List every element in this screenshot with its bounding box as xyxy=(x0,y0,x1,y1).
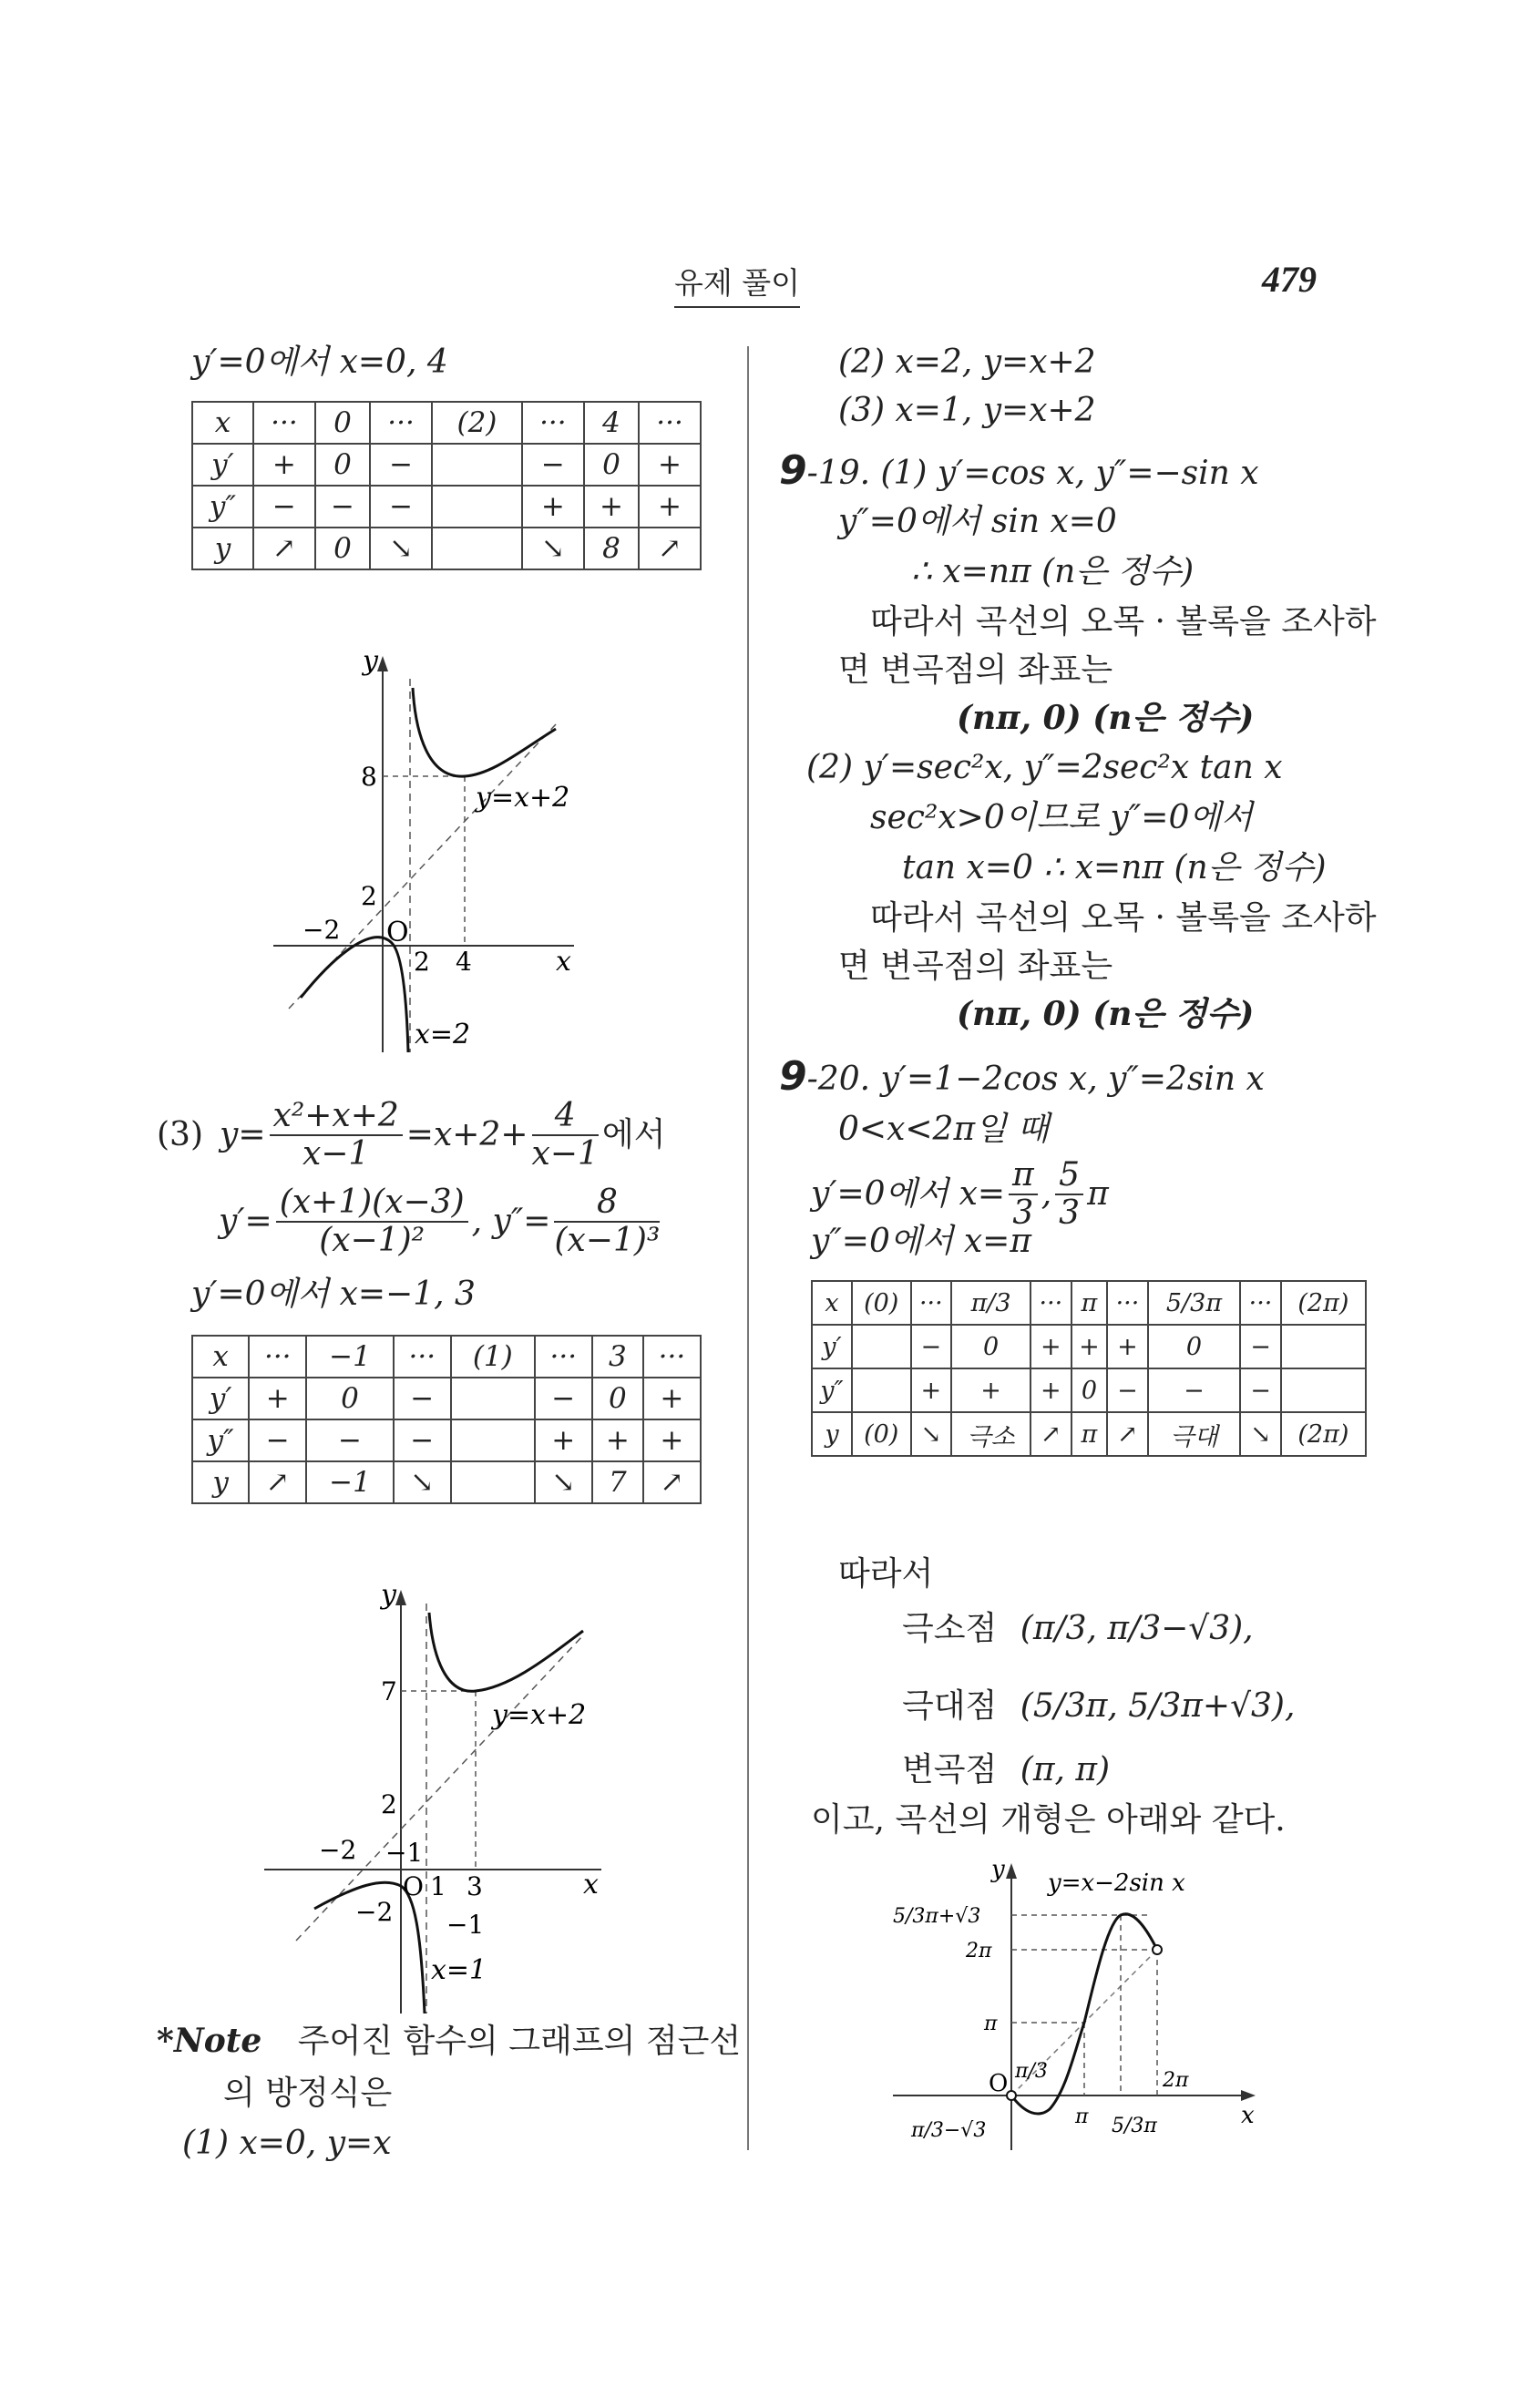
table-cell: − xyxy=(306,1419,393,1461)
table-row xyxy=(812,1281,1366,1325)
table-cell: ↘ xyxy=(911,1412,952,1456)
table-cell xyxy=(1281,1325,1366,1368)
table-cell: + xyxy=(639,486,701,528)
part3-equation: (3) y= $\frac{\text{x²+x+2}}{x-1}$ =x+2+ $\frac{4}{x-1}$ 에서 xyxy=(157,1097,666,1173)
table-cell: y′ xyxy=(192,444,253,486)
table-cell: − xyxy=(1240,1325,1281,1368)
table-cell: − xyxy=(370,444,432,486)
table-cell: − xyxy=(394,1378,451,1419)
svg-text:−2: −2 xyxy=(355,1897,394,1927)
tick-4: 4 xyxy=(456,947,472,977)
p19-line-e: (nπ, 0) (n은 정수) xyxy=(957,699,1255,737)
table-cell: ↘ xyxy=(522,528,584,569)
table-cell: 7 xyxy=(592,1461,643,1503)
svg-text:−1: −1 xyxy=(446,1910,485,1940)
table-cell: y xyxy=(812,1412,852,1456)
table-cell: 0 xyxy=(315,402,370,444)
table-cell: ↗ xyxy=(253,528,315,569)
table-cell xyxy=(451,1419,535,1461)
table-row xyxy=(812,1325,1366,1368)
table-cell: 0 xyxy=(306,1378,393,1419)
p19-2-line-c: tan x=0 ∴ x=nπ (n은 정수) xyxy=(902,849,1327,886)
problem-9-19-header: 9-19. (1) y′=cos x, y″=−sin x xyxy=(779,447,1259,494)
p19-line-c: 따라서 곡선의 오목 · 볼록을 조사하 xyxy=(870,603,1377,640)
svg-text:π: π xyxy=(1075,2106,1089,2128)
table-cell xyxy=(451,1461,535,1503)
label-x: x xyxy=(556,946,571,978)
table-cell: + xyxy=(584,486,639,528)
table-cell: ··· xyxy=(370,402,432,444)
table-cell: + xyxy=(911,1368,952,1412)
table-cell: ↘ xyxy=(1240,1412,1281,1456)
table-cell: y xyxy=(192,1461,249,1503)
label-asymptote: y=x+2 xyxy=(476,782,570,814)
table-cell: + xyxy=(639,444,701,486)
table-cell xyxy=(1281,1368,1366,1412)
table-cell: − xyxy=(370,486,432,528)
svg-text:5/3π: 5/3π xyxy=(1112,2115,1157,2137)
p19-line-d: 면 변곡점의 좌표는 xyxy=(838,651,1113,689)
table-cell: 0 xyxy=(315,444,370,486)
y-arrow xyxy=(377,656,388,671)
svg-text:x: x xyxy=(583,1869,599,1901)
table-cell: + xyxy=(951,1368,1030,1412)
table-cell: (2π) xyxy=(1281,1412,1366,1456)
svg-text:π/3: π/3 xyxy=(1015,2060,1048,2083)
curve-right-branch xyxy=(429,1613,583,1691)
p20-line-c: y″=0에서 x=π xyxy=(811,1223,1031,1260)
p20-min: 극소점 (π/3, π/3−√3), xyxy=(902,1610,1254,1647)
svg-text:2π: 2π xyxy=(1163,2069,1189,2092)
table-cell: 0 xyxy=(584,444,639,486)
table-cell: + xyxy=(1030,1368,1071,1412)
left-line-1: y′=0에서 x=0, 4 xyxy=(191,343,448,381)
table-cell: y xyxy=(192,528,253,569)
note-line-2: 의 방정식은 xyxy=(223,2075,393,2112)
table-cell: π xyxy=(1071,1281,1108,1325)
graph-3 xyxy=(893,1859,1257,2150)
p19-line-b: ∴ x=nπ (n은 정수) xyxy=(911,553,1195,590)
table-cell xyxy=(852,1325,911,1368)
table-cell: ↘ xyxy=(535,1461,592,1503)
table-cell: ↗ xyxy=(1030,1412,1071,1456)
table-cell: + xyxy=(643,1378,701,1419)
problem-9-20-header: 9-20. y′=1−2cos x, y″=2sin x xyxy=(779,1053,1265,1100)
table-row xyxy=(192,1419,701,1461)
table-cell: ↘ xyxy=(370,528,432,569)
table-cell: + xyxy=(592,1419,643,1461)
table-cell: ↗ xyxy=(643,1461,701,1503)
curve-left-branch xyxy=(301,938,408,1052)
part3-derivatives: y′= $\frac{(x+1)(x-3)}{\text{(x−1)²}}$ , y″= $\frac{8}{\text{(x−1)³}}$ xyxy=(219,1184,661,1259)
table-cell: 0 xyxy=(315,528,370,569)
table-cell: y″ xyxy=(192,1419,249,1461)
table-cell: 8 xyxy=(584,528,639,569)
table-cell: + xyxy=(535,1419,592,1461)
table-cell: (2) xyxy=(432,402,522,444)
table-cell: ··· xyxy=(639,402,701,444)
table-cell: x xyxy=(812,1281,852,1325)
table-row xyxy=(812,1368,1366,1412)
variation-table-1 xyxy=(191,401,702,570)
table-cell xyxy=(451,1378,535,1419)
right-line-1: (2) x=2, y=x+2 xyxy=(838,343,1096,381)
svg-text:−1: −1 xyxy=(385,1838,424,1868)
table-cell: π/3 xyxy=(951,1281,1030,1325)
table-cell: −1 xyxy=(306,1336,393,1378)
running-title: 유제 풀이 xyxy=(674,260,800,308)
table-row xyxy=(192,528,701,569)
table-cell: ··· xyxy=(394,1336,451,1378)
svg-text:π: π xyxy=(984,2013,998,2035)
table-cell: + xyxy=(1071,1325,1108,1368)
table-cell: + xyxy=(249,1378,306,1419)
p19-2-line-f: (nπ, 0) (n은 정수) xyxy=(957,995,1255,1033)
svg-text:O: O xyxy=(403,1871,424,1901)
table-cell: (0) xyxy=(852,1281,911,1325)
table-cell: − xyxy=(1240,1368,1281,1412)
table-cell: − xyxy=(315,486,370,528)
table-cell: 0 xyxy=(592,1378,643,1419)
p19-2-line-b: sec²x>0이므로 y″=0에서 xyxy=(870,799,1253,836)
svg-text:1: 1 xyxy=(430,1871,446,1901)
table-cell: + xyxy=(1030,1325,1071,1368)
table-cell: ··· xyxy=(1240,1281,1281,1325)
table-cell: − xyxy=(522,444,584,486)
table-cell xyxy=(432,444,522,486)
p19-2-line-d: 따라서 곡선의 오목 · 볼록을 조사하 xyxy=(870,899,1377,937)
p20-line-a: 0<x<2π일 때 xyxy=(838,1111,1050,1148)
table-cell: − xyxy=(253,486,315,528)
svg-text:x=1: x=1 xyxy=(431,1954,487,1986)
table-cell: + xyxy=(643,1419,701,1461)
table-cell: ··· xyxy=(643,1336,701,1378)
p19-line-a: y″=0에서 sin x=0 xyxy=(838,503,1117,540)
p20-inflection: 변곡점 (π, π) xyxy=(902,1751,1111,1788)
table-row xyxy=(192,1378,701,1419)
table-row xyxy=(192,444,701,486)
table-cell: 4 xyxy=(584,402,639,444)
note-line-3: (1) x=0, y=x xyxy=(182,2125,392,2162)
table-cell: π xyxy=(1071,1412,1108,1456)
table-cell: ··· xyxy=(1107,1281,1148,1325)
table-row xyxy=(812,1412,1366,1456)
table-cell: 5/3π xyxy=(1148,1281,1241,1325)
left-line-3: y′=0에서 x=−1, 3 xyxy=(191,1276,476,1313)
label-vertical: x=2 xyxy=(415,1019,471,1050)
table-row xyxy=(192,486,701,528)
svg-text:y=x+2: y=x+2 xyxy=(492,1699,587,1731)
label-8: 8 xyxy=(361,762,377,792)
table-cell: y″ xyxy=(812,1368,852,1412)
note-line-1: *Note 주어진 함수의 그래프의 점근선 xyxy=(157,2022,742,2060)
table-cell: y′ xyxy=(812,1325,852,1368)
table-cell xyxy=(852,1368,911,1412)
graph-1 xyxy=(273,651,583,1052)
svg-text:2π: 2π xyxy=(966,1940,992,1962)
table-row xyxy=(192,402,701,444)
p19-2-line-a: (2) y′=sec²x, y″=2sec²x tan x xyxy=(806,749,1283,786)
table-cell: ↗ xyxy=(639,528,701,569)
table-cell: y″ xyxy=(192,486,253,528)
svg-text:y=x−2sin x: y=x−2sin x xyxy=(1048,1870,1185,1897)
p20-line-b: y′=0에서 x= $\frac{\pi}{3}$ , $\frac{5}{3}$ π xyxy=(811,1156,1109,1232)
right-line-2: (3) x=1, y=x+2 xyxy=(838,392,1096,429)
p20-line-d: 따라서 xyxy=(838,1555,934,1593)
svg-text:2: 2 xyxy=(381,1789,397,1819)
table-cell: − xyxy=(249,1419,306,1461)
p20-max: 극대점 (5/3π, 5/3π+√3), xyxy=(902,1687,1296,1725)
table-cell xyxy=(432,486,522,528)
table-cell: ↗ xyxy=(249,1461,306,1503)
svg-text:−2: −2 xyxy=(319,1835,357,1865)
table-row xyxy=(192,1336,701,1378)
table-cell: − xyxy=(1148,1368,1241,1412)
table-cell: 0 xyxy=(951,1325,1030,1368)
table-cell: x xyxy=(192,402,253,444)
p19-2-line-e: 면 변곡점의 좌표는 xyxy=(838,948,1113,985)
table-cell: ··· xyxy=(1030,1281,1071,1325)
table-cell: ··· xyxy=(249,1336,306,1378)
table-cell: + xyxy=(522,486,584,528)
table-cell: 극소 xyxy=(951,1412,1030,1456)
svg-text:y: y xyxy=(991,1859,1005,1883)
svg-text:O: O xyxy=(989,2070,1009,2097)
p20-line-e: 이고, 곡선의 개형은 아래와 같다. xyxy=(811,1801,1286,1839)
table-cell xyxy=(432,528,522,569)
svg-text:π/3−√3: π/3−√3 xyxy=(911,2119,987,2142)
tick-2: 2 xyxy=(414,947,430,977)
table-cell: ↗ xyxy=(1107,1412,1148,1456)
variation-table-2 xyxy=(191,1335,702,1504)
table-cell: 3 xyxy=(592,1336,643,1378)
table-cell: y′ xyxy=(192,1378,249,1419)
table-cell: − xyxy=(535,1378,592,1419)
label-y: y xyxy=(363,651,378,677)
svg-text:y: y xyxy=(381,1585,396,1611)
table-cell: ··· xyxy=(535,1336,592,1378)
table-row xyxy=(192,1461,701,1503)
table-cell: 0 xyxy=(1071,1368,1108,1412)
table-cell: − xyxy=(394,1419,451,1461)
svg-text:x: x xyxy=(1241,2102,1255,2129)
table-cell: ··· xyxy=(522,402,584,444)
svg-text:7: 7 xyxy=(381,1676,397,1706)
table-cell: 극대 xyxy=(1148,1412,1241,1456)
svg-text:3: 3 xyxy=(467,1871,483,1901)
table-cell: + xyxy=(253,444,315,486)
table-cell: −1 xyxy=(306,1461,393,1503)
table-cell: + xyxy=(1107,1325,1148,1368)
label-origin: O xyxy=(386,917,409,948)
table-cell: (1) xyxy=(451,1336,535,1378)
table-cell: ↘ xyxy=(394,1461,451,1503)
graph-2 xyxy=(264,1585,610,2013)
table-cell: ··· xyxy=(253,402,315,444)
page-number: 479 xyxy=(1262,259,1317,300)
table-cell: (2π) xyxy=(1281,1281,1366,1325)
table-cell: − xyxy=(1107,1368,1148,1412)
curve-right-branch xyxy=(413,688,556,776)
table-cell: x xyxy=(192,1336,249,1378)
variation-table-3 xyxy=(811,1280,1367,1457)
table-cell: − xyxy=(911,1325,952,1368)
table-cell: 0 xyxy=(1148,1325,1241,1368)
column-divider xyxy=(747,346,749,2150)
svg-text:5/3π+√3: 5/3π+√3 xyxy=(893,1905,981,1928)
label-2: 2 xyxy=(361,881,377,911)
table-cell: (0) xyxy=(852,1412,911,1456)
table-cell: ··· xyxy=(911,1281,952,1325)
label-neg2: −2 xyxy=(302,915,341,945)
